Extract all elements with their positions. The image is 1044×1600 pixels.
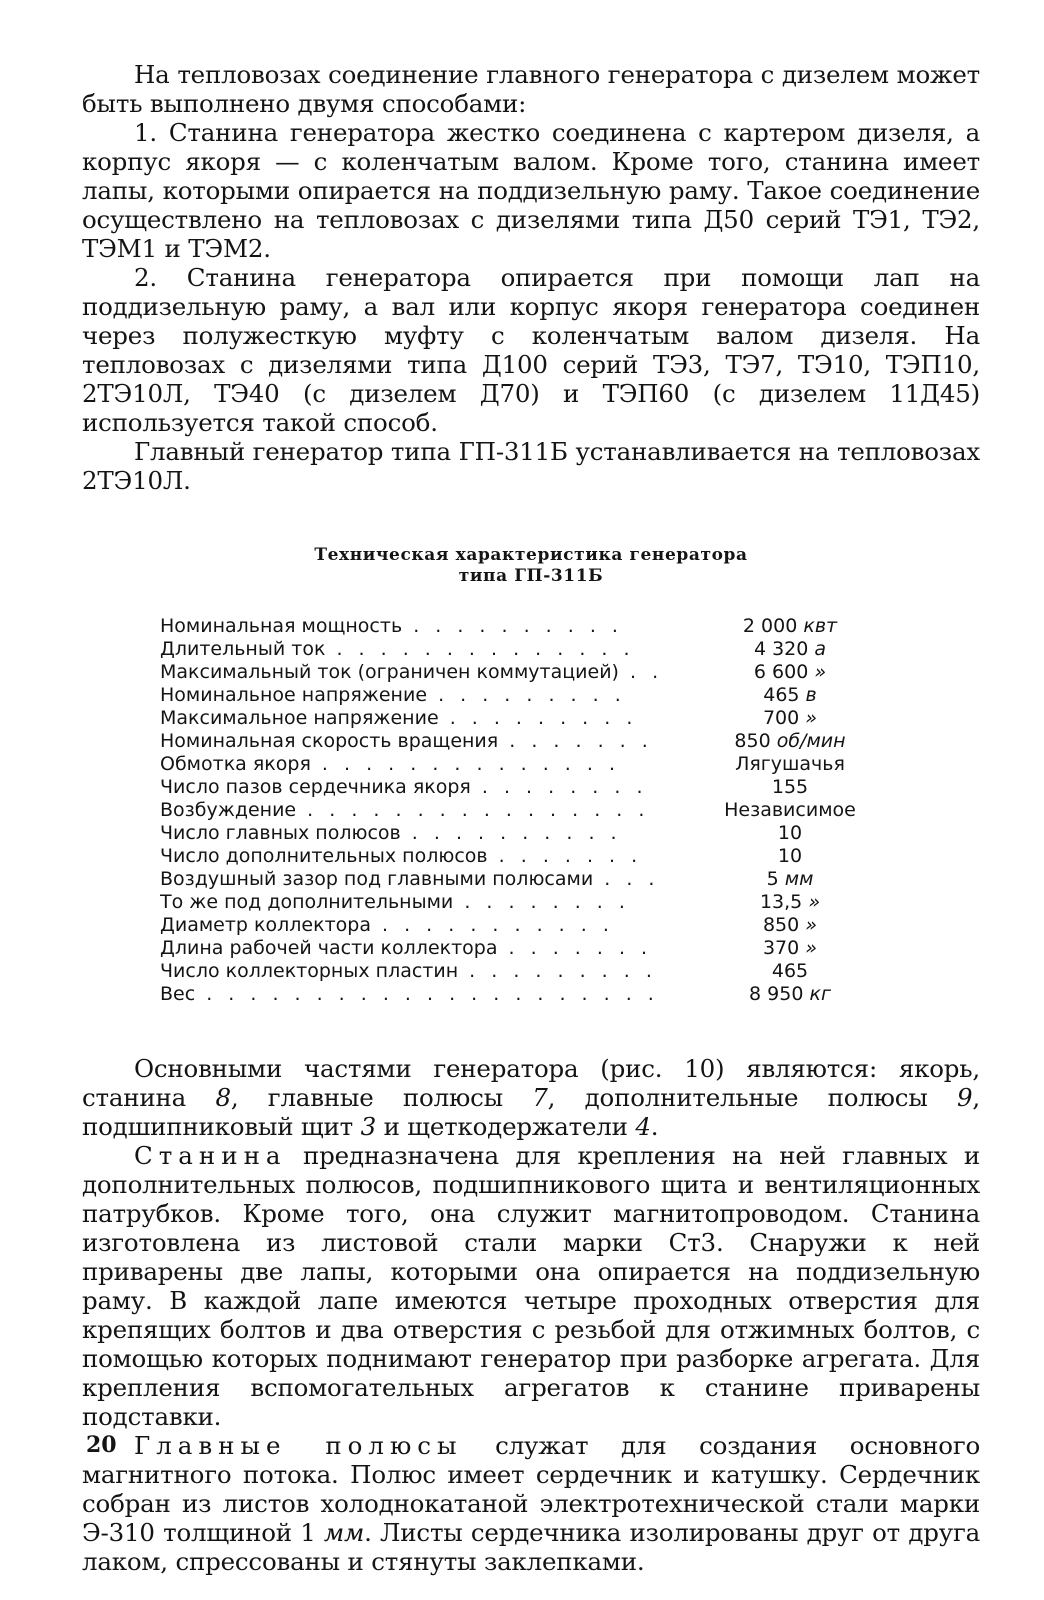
spec-leader-dots: . . . . . . . . . . . . . . . . . . . . . <box>195 983 659 1005</box>
spec-name-text: Возбуждение <box>160 799 297 821</box>
spec-name-text: Воздушный зазор под главными полюсами <box>160 868 594 890</box>
spec-name-text: Максимальное напряжение <box>160 707 439 729</box>
spec-name <box>160 615 710 638</box>
spec-value-number: 6 600 <box>753 661 809 683</box>
spec-name <box>160 753 710 776</box>
spec-value <box>710 960 870 983</box>
spec-row <box>160 822 960 845</box>
spec-value-unit: мм <box>784 868 814 890</box>
spec-value <box>710 753 870 776</box>
spec-name-text: Длительный ток <box>160 638 326 660</box>
spec-value <box>710 845 870 868</box>
spec-name-text: Диаметр коллектора <box>160 914 371 936</box>
spec-value-unit: а <box>814 638 827 660</box>
spec-leader-dots: . . . . . . . <box>498 730 653 752</box>
spec-row <box>160 845 960 868</box>
spec-value-unit: кг <box>809 983 831 1005</box>
spec-value-unit: » <box>808 891 821 913</box>
spec-name <box>160 661 710 684</box>
spec-name <box>160 983 710 1006</box>
term-frame: Станина <box>134 1141 287 1170</box>
spec-row <box>160 753 960 776</box>
spec-name-text: Число дополнительных полюсов <box>160 845 488 867</box>
spec-name-text: Длина рабочей части коллектора <box>160 937 498 959</box>
spec-row <box>160 983 960 1006</box>
spec-value <box>710 983 870 1006</box>
spec-row <box>160 615 960 638</box>
intro-paragraph-3: 2. Станина генератора опирается при помощи лап на поддизельную раму, а вал или корпус якоря генератора соединен через полужесткую муфту с коленчатым валом дизеля. На тепловозах с дизелями типа Д100 серий ТЭ3, ТЭ7, ТЭ10, ТЭП10, 2ТЭ10Л, ТЭ40 (с дизелем Д70) и ТЭП60 (с дизелем 11Д45) используется такой способ. <box>82 263 980 437</box>
intro-paragraph-1: На тепловозах соединение главного генератора с дизелем может быть выполнено двумя способами: <box>82 60 980 118</box>
spec-value-unit: » <box>805 707 818 729</box>
spec-row <box>160 707 960 730</box>
spec-value-number: 465 <box>763 684 800 706</box>
spec-name-text: Обмотка якоря <box>160 753 311 775</box>
spec-table <box>160 615 960 1006</box>
spec-value-number: 13,5 <box>759 891 803 913</box>
spec-value-number: 2 000 <box>742 615 798 637</box>
frame-text: предназначена для крепления на ней главных и дополнительных полюсов, подшипникового щита и вентиляционных патрубков. Кроме того, она служит магнитопроводом. Станина изготовлена из листовой стали марки Ст3. Снаружи к ней приварены две лапы, которыми она опирается на поддизельную раму. В каждой лапе имеются четыре проходных отверстия для крепящих болтов и два отверстия с резьбой для отжимных болтов, с помощью которых поднимают генератор при разборке агрегата. Для крепления вспомогательных агрегатов к станине приварены подставки. <box>82 1141 980 1431</box>
spec-name-text: Максимальный ток (ограничен коммутацией) <box>160 661 619 683</box>
spec-leader-dots: . . . . . . . . . . <box>402 615 623 637</box>
spec-name <box>160 868 710 891</box>
spec-value <box>710 868 870 891</box>
spec-name <box>160 684 710 707</box>
spec-name-text: Вес <box>160 983 196 1005</box>
spec-value-number: 465 <box>771 960 809 982</box>
spec-value <box>710 615 870 638</box>
ref-number-9: 9 <box>957 1083 973 1112</box>
parts-text-e: и щеткодержатели <box>375 1112 636 1141</box>
spec-row <box>160 730 960 753</box>
spec-row <box>160 638 960 661</box>
intro-paragraph-4: Главный генератор типа ГП-311Б устанавливается на тепловозах 2ТЭ10Л. <box>82 437 980 495</box>
parts-text-d: , подшипниковый щит <box>82 1083 980 1141</box>
spec-leader-dots: . . . . . . . . . . . <box>370 914 614 936</box>
spec-value-number: 5 <box>766 868 779 890</box>
poles-text-b: . Листы сердечника изолированы друг от друга лаком, спрессованы и стянуты заклепками. <box>82 1518 980 1576</box>
spec-leader-dots: . . . . . . . <box>487 845 643 867</box>
spec-name <box>160 776 710 799</box>
spec-name <box>160 937 710 960</box>
spec-row <box>160 891 960 914</box>
spec-title-line-1: Техническая характеристика генератора <box>314 545 748 565</box>
spec-name <box>160 891 710 914</box>
spec-name-text: Номинальное напряжение <box>160 684 428 706</box>
poles-text-a: служат для создания основного магнитного потока. Полюс имеет сердечник и катушку. Сердечник собран из листов холоднокатаной электротехнической стали марки Э-310 толщиной 1 <box>82 1431 981 1547</box>
spec-value <box>710 822 870 845</box>
spec-leader-dots: . . . . . . . . . <box>427 684 626 706</box>
spec-name <box>160 845 710 868</box>
spec-leader-dots: . . . . . . . . . <box>458 960 657 982</box>
spec-value-unit: квт <box>803 615 838 637</box>
spec-row <box>160 776 960 799</box>
spec-value-unit: » <box>805 914 818 936</box>
spec-name <box>160 707 710 730</box>
term-main-poles: Главные полюсы <box>134 1431 463 1460</box>
spec-value <box>710 638 870 661</box>
spec-value <box>710 684 870 707</box>
spec-value-unit: » <box>805 937 818 959</box>
spec-title <box>82 545 980 587</box>
spec-name-text: Число главных полюсов <box>160 822 401 844</box>
spec-value-unit: » <box>814 661 827 683</box>
spec-value <box>710 914 870 937</box>
spec-name-text: Номинальная мощность <box>160 615 403 637</box>
spec-value-unit: в <box>805 684 817 706</box>
parts-text-a: Основными частями генератора (рис. 10) являются: якорь, станина <box>82 1054 980 1112</box>
body-paragraph-main-poles <box>82 1431 980 1576</box>
spec-row <box>160 937 960 960</box>
spec-value <box>710 707 870 730</box>
ref-number-3: 3 <box>360 1112 376 1141</box>
unit-mm: мм <box>323 1518 365 1547</box>
spec-value <box>710 799 870 822</box>
spec-row <box>160 868 960 891</box>
spec-value-number: 8 950 <box>749 983 804 1005</box>
spec-leader-dots: . . . <box>593 868 660 890</box>
spec-value-number: 700 <box>762 707 800 729</box>
spec-value <box>710 776 870 799</box>
parts-text-b: , главные полюсы <box>230 1083 533 1112</box>
spec-value <box>710 937 870 960</box>
body-paragraph-parts <box>82 1054 980 1141</box>
spec-value <box>710 730 870 753</box>
page-number: 20 <box>86 1432 117 1458</box>
spec-title-line-2: типа ГП-311Б <box>458 566 604 586</box>
ref-number-7: 7 <box>532 1083 548 1112</box>
spec-value-number: 155 <box>771 776 809 798</box>
page-content <box>82 60 980 1576</box>
spec-leader-dots: . . . . . . . . <box>470 776 648 798</box>
spec-leader-dots: . . <box>618 661 664 683</box>
spec-row <box>160 914 960 937</box>
spec-row <box>160 799 960 822</box>
spec-value-number: 10 <box>777 822 803 844</box>
spec-value <box>710 891 870 914</box>
body-paragraph-frame <box>82 1141 980 1431</box>
spec-name <box>160 822 710 845</box>
spec-row <box>160 661 960 684</box>
spec-leader-dots: . . . . . . . . . . . . . . <box>310 753 620 775</box>
spec-value-number: Лягушачья <box>735 753 845 775</box>
spec-leader-dots: . . . . . . . . . . <box>400 822 622 844</box>
spec-name <box>160 638 710 661</box>
spec-name-text: Число коллекторных пластин <box>160 960 459 982</box>
spec-value-number: 10 <box>777 845 803 867</box>
spec-leader-dots: . . . . . . . . . <box>438 707 638 729</box>
parts-text-c: , дополнительные полюсы <box>547 1083 958 1112</box>
spec-value-number: 850 <box>734 730 771 752</box>
spec-row <box>160 960 960 983</box>
body-text <box>82 1054 980 1576</box>
spec-name-text: То же под дополнительными <box>160 891 454 913</box>
spec-value-number: 370 <box>762 937 800 959</box>
spec-value-number: 4 320 <box>753 638 809 660</box>
spec-name <box>160 960 710 983</box>
spec-value-unit: об/мин <box>776 730 846 752</box>
spec-name <box>160 730 710 753</box>
spec-name <box>160 914 710 937</box>
spec-leader-dots: . . . . . . . . . . . . . . . . <box>296 799 650 821</box>
spec-value <box>710 661 870 684</box>
spec-row <box>160 684 960 707</box>
spec-leader-dots: . . . . . . . <box>497 937 653 959</box>
ref-number-4: 4 <box>635 1112 651 1141</box>
spec-leader-dots: . . . . . . . . <box>453 891 630 913</box>
intro-paragraph-2: 1. Станина генератора жестко соединена с картером дизеля, а корпус якоря — с коленчатым валом. Кроме того, станина имеет лапы, которыми опирается на поддизельную раму. Такое соединение осуществлено на тепловозах с дизелями типа Д50 серий ТЭ1, ТЭ2, ТЭМ1 и ТЭМ2. <box>82 118 980 263</box>
parts-text-f: . <box>650 1112 659 1141</box>
spec-leader-dots: . . . . . . . . . . . . . . <box>325 638 635 660</box>
spec-name-text: Номинальная скорость вращения <box>160 730 499 752</box>
spec-name-text: Число пазов сердечника якоря <box>160 776 471 798</box>
spec-value-number: 850 <box>762 914 800 936</box>
spec-value-number: Независимое <box>724 799 856 821</box>
spec-name <box>160 799 710 822</box>
ref-number-8: 8 <box>215 1083 231 1112</box>
